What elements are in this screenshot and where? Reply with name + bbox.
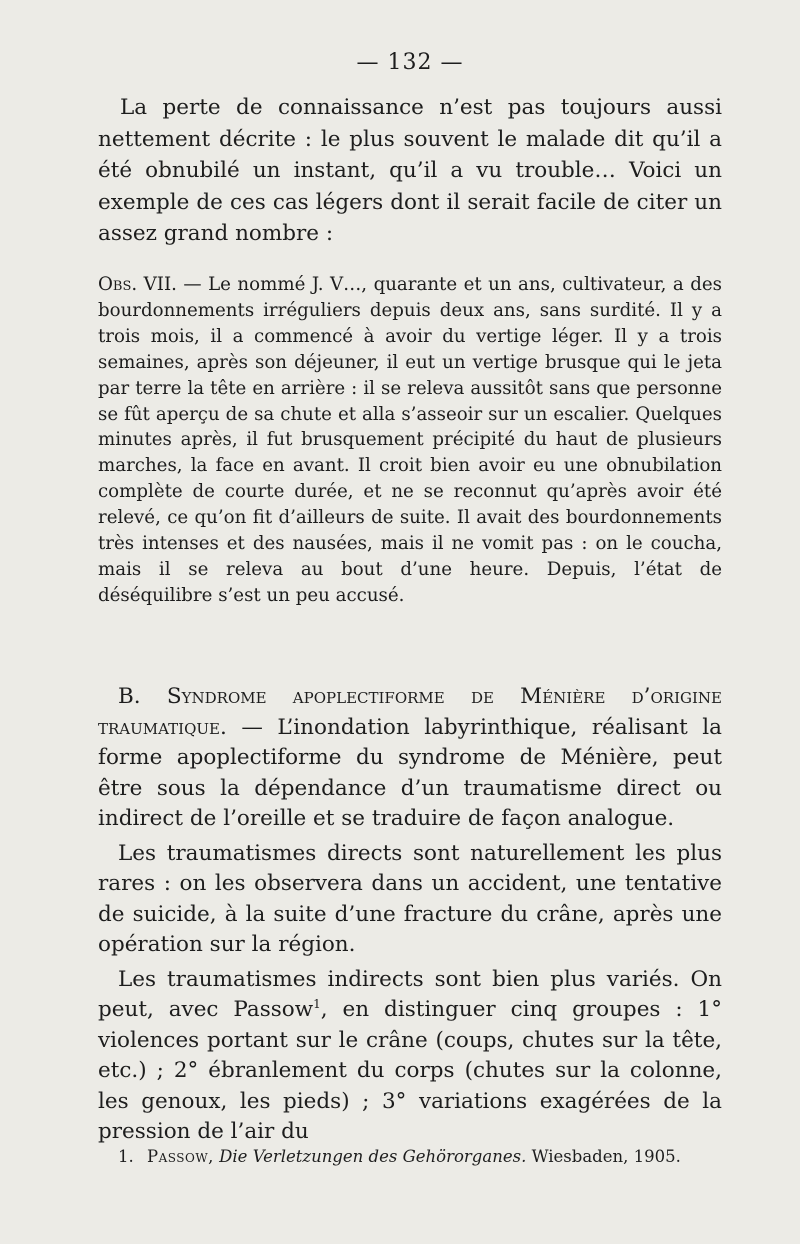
- lead-paragraph: La perte de connaissance n’est pas toujours aussi nettement décrite : le plus souvent le malade dit qu’il a été obnubilé un instant, qu’il a vu trouble… Voici un exemple de ces cas légers dont il serait facile de citer un assez grand nombre :: [98, 95, 722, 246]
- footnote-place-year: Wiesbaden, 1905.: [531, 1147, 681, 1166]
- page-number: — 132 —: [356, 50, 464, 75]
- section-dash: —: [226, 714, 278, 740]
- footnote: [118, 1146, 718, 1168]
- paragraph-direct-traumas: Les traumatismes directs sont naturellement les plus rares : on les observera dans un accident, une tentative de suicide, à la suite d’une fracture du crâne, après une opération sur la région.: [98, 840, 722, 957]
- paragraph-indirect-traumas: [98, 965, 722, 1148]
- footnote-title: Die Verletzungen des Gehörorganes.: [219, 1147, 527, 1166]
- indirect-text-before-ref: Les traumatismes indirects sont bien plus variés. On peut, avec Passow: [98, 966, 722, 1022]
- lead-paragraph-block: [98, 92, 722, 250]
- footnote-author: Passow,: [147, 1147, 214, 1166]
- footnote-reference: 1: [313, 996, 321, 1011]
- section-heading: B. Syndrome apoplectiforme de Ménière d’origine traumatique.: [98, 684, 722, 740]
- observation-label: Obs. VII.: [98, 274, 177, 295]
- section-b-block: [98, 682, 722, 1152]
- section-intro-text: L’inondation labyrinthique, réalisant la forme apoplectiforme du syndrome de Ménière, peut être sous la dépendance d’un traumatisme direct ou indirect de l’oreille et se traduire de façon analogue.: [98, 714, 722, 831]
- section-heading-paragraph: [98, 682, 722, 835]
- observation-block: [98, 272, 722, 609]
- observation-dash: —: [176, 274, 209, 295]
- observation-text: Le nommé J. V…, quarante et un ans, cultivateur, a des bourdonnements irréguliers depuis deux ans, sans surdité. Il y a trois mois, il a commencé à avoir du vertige léger. Il y a trois semaines, après son déjeuner, il eut un vertige brusque qui le jeta par terre la tête en arrière : il se releva aussitôt sans que personne se fût aperçu de sa chute et alla s’asseoir sur un escalier. Quelques minutes après, il fut brusquement précipité du haut de plusieurs marches, la face en avant. Il croit bien avoir eu une obnubilation complète de courte durée, et ne se reconnut qu’après avoir été relevé, ce qu’on fit d’ailleurs de suite. Il avait des bourdonnements très intenses et des nausées, mais il ne vomit pas : on le coucha, mais il se releva au bout d’une heure. Depuis, l’état de déséquilibre s’est un peu accusé.: [98, 274, 722, 606]
- indirect-text-after-ref: , en distinguer cinq groupes : 1° violences portant sur le crâne (coups, chutes sur la tête, etc.) ; 2° ébranlement du corps (chutes sur la colonne, les genoux, les pieds) ; 3° variations exagérées de la pression de l’air du: [98, 997, 722, 1144]
- observation-paragraph: [98, 272, 722, 609]
- footnote-number: 1.: [118, 1147, 134, 1166]
